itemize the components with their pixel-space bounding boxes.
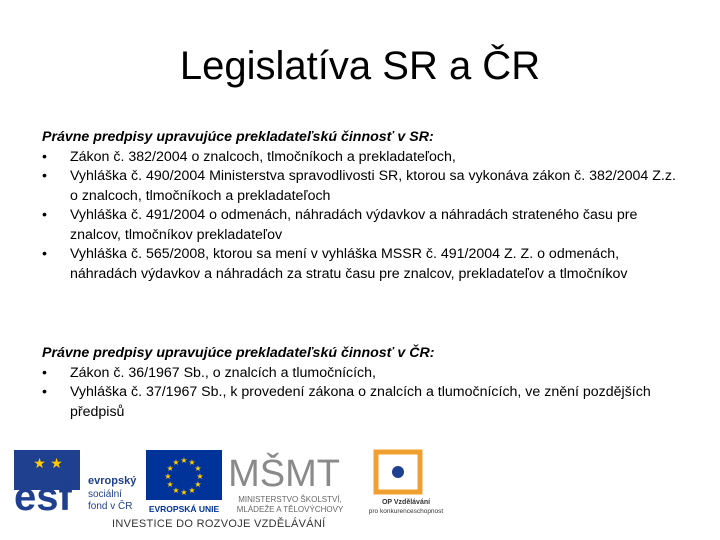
svg-text:evropský: evropský bbox=[88, 475, 137, 487]
eu-star: ★ bbox=[194, 464, 202, 473]
svg-text:MLÁDEŽE A TĚLOVÝCHOVY: MLÁDEŽE A TĚLOVÝCHOVY bbox=[236, 505, 344, 514]
eu-star: ★ bbox=[164, 472, 172, 481]
esf-logo bbox=[12, 448, 140, 514]
sr-section bbox=[42, 128, 682, 284]
eu-star: ★ bbox=[196, 472, 204, 481]
slide-title: Legislatíva SR a ČR bbox=[179, 44, 541, 88]
svg-text:fond v ČR: fond v ČR bbox=[88, 501, 133, 512]
eu-star: ★ bbox=[188, 458, 196, 468]
eu-star: ★ bbox=[194, 480, 202, 489]
eu-star: ★ bbox=[180, 488, 188, 497]
sr-list bbox=[42, 148, 682, 285]
sr-heading: Právne predpisy upravujúce prekladateľskú činnosť v SR: bbox=[42, 129, 434, 145]
svg-text:pro konkurenceschopnost: pro konkurenceschopnost bbox=[368, 508, 444, 515]
list-item: • Vyhláška č. 490/2004 Ministerstva spravodlivosti SR, ktorou sa vykonáva zákon č. 382/2004 Z.z. o znalcoch, tlmočníkoch a prekladateľoch bbox=[42, 168, 676, 204]
eu-star: ★ bbox=[172, 458, 180, 468]
list-item: • Vyhláška č. 565/2008, ktorou sa mení v vyhláška MSSR č. 491/2004 Z. Z. o odmenách, náhradách výdavkov a náhradách za stratu času pre znalcov, prekladateľov a tlmočníkov bbox=[42, 246, 628, 282]
svg-text:sociální: sociální bbox=[88, 489, 122, 500]
op-logo bbox=[366, 446, 450, 516]
logo-strip bbox=[12, 442, 452, 538]
svg-text:MŠMT: MŠMT bbox=[228, 453, 340, 495]
svg-text:MINISTERSTVO ŠKOLSTVÍ,: MINISTERSTVO ŠKOLSTVÍ, bbox=[238, 495, 342, 504]
op-figure bbox=[392, 466, 404, 478]
cr-heading: Právne predpisy upravujúce prekladateľskú činnosť v ČR: bbox=[42, 345, 435, 361]
svg-text:OP Vzdělávání: OP Vzdělávání bbox=[381, 499, 431, 506]
svg-text:★ ★: ★ ★ bbox=[33, 456, 63, 472]
eu-star: ★ bbox=[166, 480, 174, 489]
list-item: • Vyhláška č. 491/2004 o odmenách, náhradách výdavkov a náhradách strateného času pre znalcov, tlmočníkov prekladateľov bbox=[42, 207, 638, 243]
cr-section bbox=[42, 344, 682, 422]
investment-caption: INVESTICE DO ROZVOJE VZDĚLÁVÁNÍ bbox=[112, 518, 326, 530]
list-item: • Zákon č. 382/2004 o znalcoch, tlmočníkoch a prekladateľoch, bbox=[42, 148, 456, 165]
eu-logo bbox=[146, 450, 222, 514]
cr-list bbox=[42, 364, 682, 423]
msmt-logo bbox=[226, 446, 356, 516]
list-item: • Vyhláška č. 37/1967 Sb., k provedení zákona o znalcích a tlumočnících, ve znění pozdějších předpisů bbox=[42, 384, 651, 420]
eu-star: ★ bbox=[188, 485, 196, 495]
eu-star: ★ bbox=[166, 464, 174, 473]
svg-text:esf: esf bbox=[14, 475, 72, 514]
svg-text:EVROPSKÁ UNIE: EVROPSKÁ UNIE bbox=[148, 504, 220, 514]
eu-star: ★ bbox=[172, 485, 180, 495]
eu-star: ★ bbox=[180, 456, 188, 465]
list-item: • Zákon č. 36/1967 Sb., o znalcích a tlumočnících, bbox=[42, 364, 376, 381]
